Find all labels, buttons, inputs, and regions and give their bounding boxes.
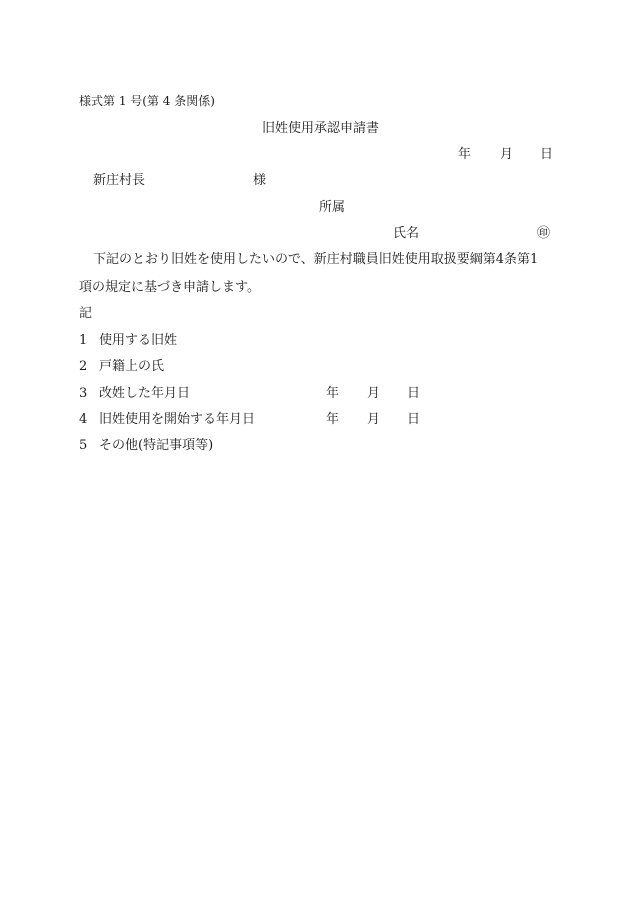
body-text-line-1: 下記のとおり旧姓を使用したいので、新庄村職員旧姓使用取扱要綱第4条第1 bbox=[93, 252, 539, 267]
affiliation-label: 所属 bbox=[319, 200, 346, 215]
item-1-label: 使用する旧姓 bbox=[99, 333, 178, 348]
item-4-year-label: 年 bbox=[326, 412, 340, 427]
section-heading-ki: 記 bbox=[79, 306, 93, 321]
item-1-number: 1 bbox=[79, 333, 88, 348]
form-number: 様式第 1 号(第 4 条関係) bbox=[79, 94, 215, 108]
item-3-month-label: 月 bbox=[367, 386, 381, 401]
item-5-number: 5 bbox=[79, 438, 88, 453]
item-4-number: 4 bbox=[79, 412, 88, 427]
addressee-honorific: 様 bbox=[253, 173, 267, 188]
document-title: 旧姓使用承認申請書 bbox=[262, 121, 380, 136]
seal-mark: ㊞ bbox=[537, 226, 551, 241]
name-label: 氏名 bbox=[393, 226, 420, 241]
item-5-label: その他(特記事項等) bbox=[99, 438, 214, 453]
item-4-label: 旧姓使用を開始する年月日 bbox=[99, 412, 256, 427]
date-day-label: 日 bbox=[540, 147, 554, 162]
date-month-label: 月 bbox=[500, 147, 514, 162]
item-3-year-label: 年 bbox=[326, 386, 340, 401]
body-text-line-2: 項の規定に基づき申請します。 bbox=[79, 280, 260, 295]
item-3-day-label: 日 bbox=[407, 386, 421, 401]
item-4-day-label: 日 bbox=[407, 412, 421, 427]
item-2-label: 戸籍上の氏 bbox=[99, 359, 165, 374]
addressee-name: 新庄村長 bbox=[93, 173, 146, 188]
date-year-label: 年 bbox=[458, 147, 472, 162]
item-3-label: 改姓した年月日 bbox=[99, 386, 191, 401]
item-3-number: 3 bbox=[79, 386, 88, 401]
item-4-month-label: 月 bbox=[367, 412, 381, 427]
item-2-number: 2 bbox=[79, 359, 88, 374]
